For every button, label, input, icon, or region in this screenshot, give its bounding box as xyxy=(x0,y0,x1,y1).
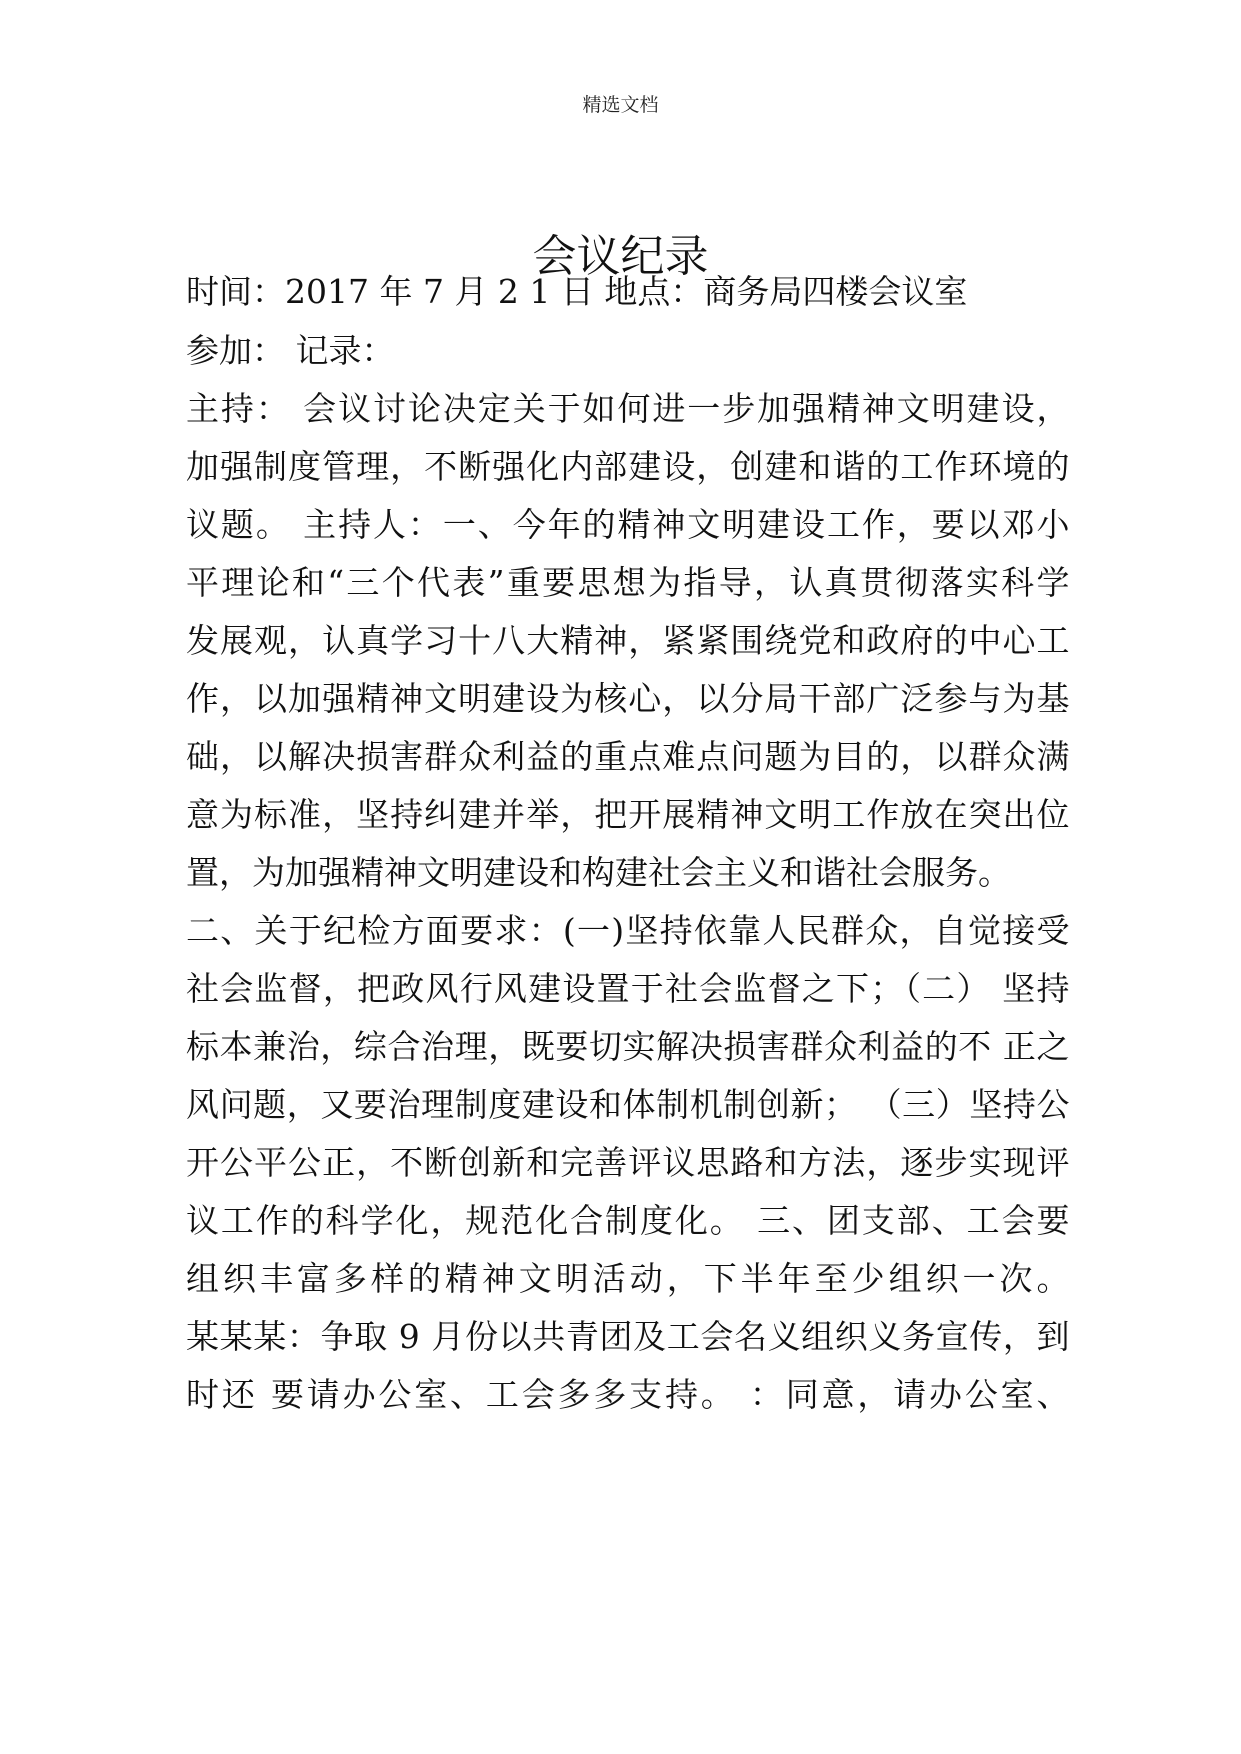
body-line: 风问题，又要治理制度建设和体制机制创新； （三）坚持公 xyxy=(186,1085,1070,1124)
body-line: 加强制度管理，不断强化内部建设，创建和谐的工作环境的 xyxy=(186,447,1070,486)
body-line: 议工作的科学化，规范化合制度化。 三、团支部、工会要 xyxy=(186,1201,1070,1240)
body-line: 础，以解决损害群众利益的重点难点问题为目的，以群众满 xyxy=(186,737,1070,776)
attendees-recorder-line: 参加： 记录： xyxy=(186,331,395,370)
body-line: 置，为加强精神文明建设和构建社会主义和谐社会服务。 xyxy=(186,853,1011,892)
body-line: 某某某：争取 9 月份以共青团及工会名义组织义务宣传，到 xyxy=(186,1317,1070,1356)
meeting-time-location: 时间：2017 年 7 月 2 1 日 地点：商务局四楼会议室 xyxy=(186,272,968,311)
body-line: 社会监督，把政风行风建设置于社会监督之下；（二） 坚持 xyxy=(186,969,1070,1008)
body-line: 议题。 主持人：一、今年的精神文明建设工作，要以邓小 xyxy=(186,505,1070,544)
body-line: 二、关于纪检方面要求：(一)坚持依靠人民群众，自觉接受 xyxy=(186,911,1070,950)
body-line: 主持： 会议讨论决定关于如何进一步加强精神文明建设， xyxy=(186,389,1070,428)
body-line: 时还 要请办公室、工会多多支持。 ：同意，请办公室、 xyxy=(186,1375,1070,1414)
body-line: 作，以加强精神文明建设为核心，以分局干部广泛参与为基 xyxy=(186,679,1070,718)
body-line: 平理论和“三个代表”重要思想为指导，认真贯彻落实科学 xyxy=(186,563,1070,602)
body-line: 标本兼治，综合治理，既要切实解决损害群众利益的不 正之 xyxy=(186,1027,1070,1066)
document-title: 会议纪录 xyxy=(532,231,709,282)
body-line: 开公平公正，不断创新和完善评议思路和方法，逐步实现评 xyxy=(186,1143,1070,1182)
body-line: 发展观，认真学习十八大精神，紧紧围绕党和政府的中心工 xyxy=(186,621,1070,660)
page-header: 精选文档 xyxy=(582,94,659,116)
body-line: 组织丰富多样的精神文明活动，下半年至少组织一次。 xyxy=(186,1259,1070,1298)
body-line: 意为标准，坚持纠建并举，把开展精神文明工作放在突出位 xyxy=(186,795,1070,834)
